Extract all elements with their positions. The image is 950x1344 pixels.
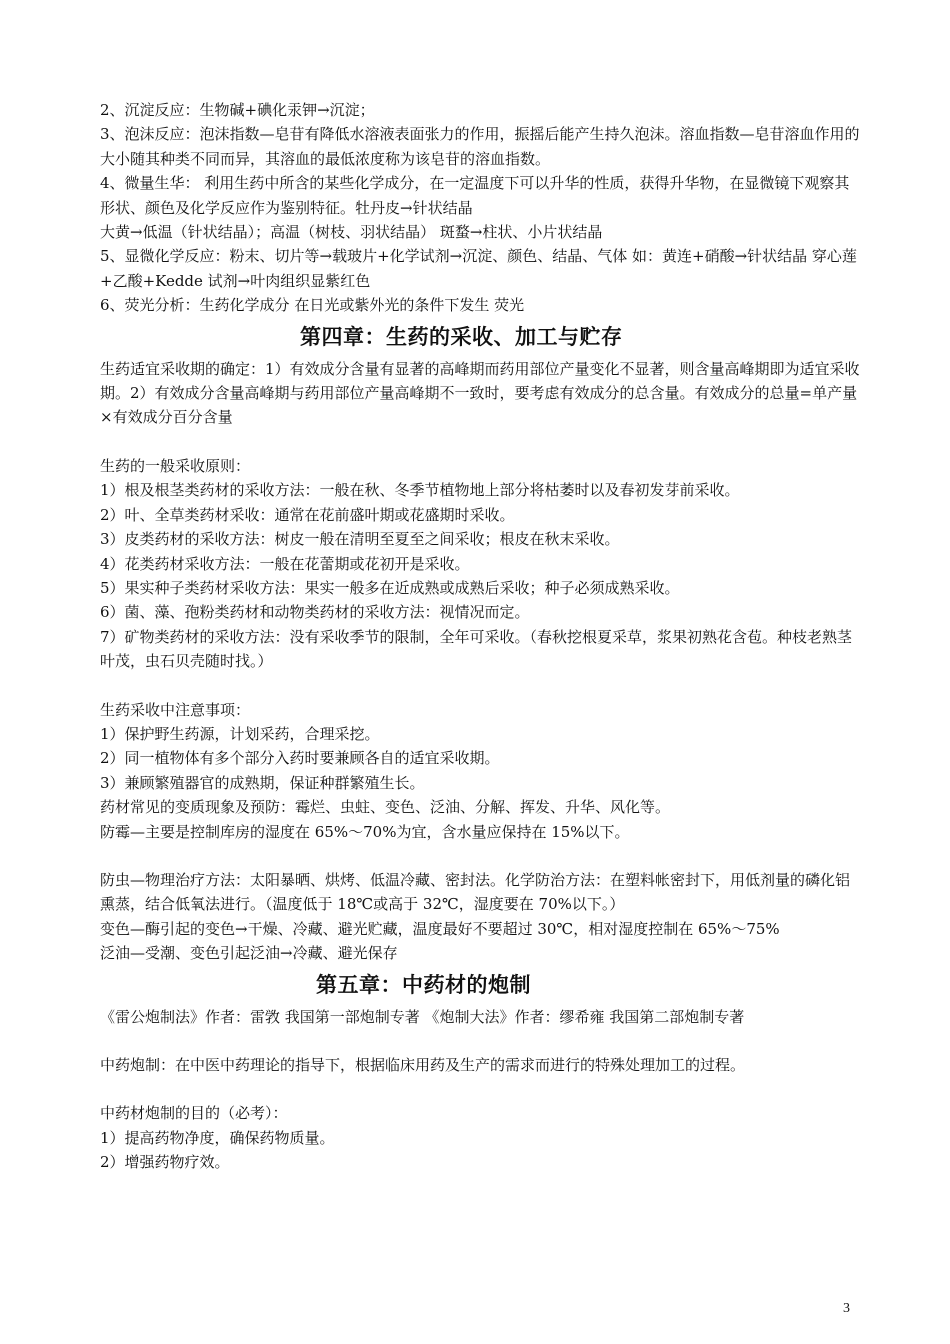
note-item: 1）保护野生药源，计划采药，合理采挖。 xyxy=(100,724,380,743)
purpose-heading: 中药材炮制的目的（必考）： xyxy=(100,1104,288,1123)
storage-line: 泛油—受潮、变色引起泛油→冷藏、避光保存 xyxy=(100,944,398,963)
spacer xyxy=(100,430,860,454)
principle-item: 6）菌、藻、孢粉类药材和动物类药材的采收方法：视情况而定。 xyxy=(100,603,530,622)
spacer xyxy=(100,674,860,698)
spacer xyxy=(100,844,860,868)
spacer xyxy=(100,1077,860,1101)
intro-line-4: 大黄→低温（针状结晶）；高温（树枝、羽状结晶） 斑蝥→柱状、小片状结晶 xyxy=(100,223,603,242)
page-number: 3 xyxy=(843,1301,850,1316)
note-item: 药材常见的变质现象及预防：霉烂、虫蛀、变色、泛油、分解、挥发、升华、风化等。 xyxy=(100,798,671,817)
principle-item: 7）矿物类药材的采收方法：没有采收季节的限制，全年可采收。（春秋挖根夏采草，浆果初熟花含苞。种枝老熟茎叶茂，虫石贝壳随时找。） xyxy=(100,627,853,671)
principle-item: 3）皮类药材的采收方法：树皮一般在清明至夏至之间采收；根皮在秋末采收。 xyxy=(100,530,620,549)
processing-definition: 中药炮制：在中医中药理论的指导下，根据临床用药及生产的需求而进行的特殊处理加工的过程。 xyxy=(100,1056,746,1074)
storage-line: 变色—酶引起的变色→干燥、冷藏、避光贮藏，温度最好不要超过 30℃，相对湿度控制在 65%～75% xyxy=(100,919,780,938)
purpose-item: 2）增强药物疗效。 xyxy=(100,1153,230,1172)
intro-line-3: 4、微量生华： 利用生药中所含的某些化学成分，在一定温度下可以升华的性质，获得升华物，在显微镜下观察其形状、颜色及化学反应作为鉴别特征。牡丹皮→针状结晶 xyxy=(100,174,850,217)
principles-heading: 生药的一般采收原则： xyxy=(100,456,251,475)
purpose-item: 1）提高药物净度，确保药物质量。 xyxy=(100,1128,335,1147)
intro-line-6: 6、荧光分析：生药化学成分 在日光或紫外光的条件下发生 荧光 xyxy=(100,296,525,315)
document-page xyxy=(100,98,860,1175)
chapter-4-title: 第四章：生药的采收、加工与贮存 xyxy=(300,323,623,349)
note-item: 3）兼顾繁殖器官的成熟期，保证种群繁殖生长。 xyxy=(100,773,425,792)
intro-line-5: 5、显微化学反应：粉末、切片等→载玻片+化学试剂→沉淀、颜色、结晶、气体 如：黄连+硝酸→针状结晶 穿心莲+乙酸+Kedde 试剂→叶肉组织显紫红色 xyxy=(100,247,857,290)
note-item: 2）同一植物体有多个部分入药时要兼顾各自的适宜采收期。 xyxy=(100,749,500,768)
principle-item: 1）根及根茎类药材的采收方法：一般在秋、冬季节植物地上部分将枯萎时以及春初发芽前采收。 xyxy=(100,481,740,500)
intro-line-1: 2、沉淀反应：生物碱+碘化汞钾→沉淀； xyxy=(100,101,375,119)
principle-item: 2）叶、全草类药材采收：通常在花前盛叶期或花盛期时采收。 xyxy=(100,505,515,524)
note-item: 防霉—主要是控制库房的湿度在 65%～70%为宜，含水量应保持在 15%以下。 xyxy=(100,822,630,841)
intro-line-2: 3、泡沫反应：泡沫指数—皂苷有降低水溶液表面张力的作用，振摇后能产生持久泡沫。溶血指数—皂苷溶血作用的大小随其种类不同而异，其溶血的最低浓度称为该皂苷的溶血指数。 xyxy=(100,125,860,168)
notes-heading: 生药采收中注意事项： xyxy=(100,700,251,719)
principle-item: 4）花类药材采收方法：一般在花蕾期或花初开是采收。 xyxy=(100,554,470,573)
storage-line: 防虫—物理治疗方法：太阳暴晒、烘烤、低温冷藏、密封法。化学防治方法：在塑料帐密封下，用低剂量的磷化铝熏蒸，结合低氧法进行。（温度低于 18℃或高于 32℃，湿度要在 70%以下。） xyxy=(100,870,851,914)
spacer xyxy=(100,1029,860,1053)
principle-item: 5）果实种子类药材采收方法：果实一般多在近成熟或成熟后采收；种子必须成熟采收。 xyxy=(100,578,680,597)
processing-references: 《雷公炮制法》作者：雷敩 我国第一部炮制专著 《炮制大法》作者：缪希雍 我国第二部炮制专著 xyxy=(100,1007,745,1026)
harvest-period-paragraph: 生药适宜采收期的确定：1）有效成分含量有显著的高峰期而药用部位产量变化不显著，则含量高峰期即为适宜采收期。2）有效成分含量高峰期与药用部位产量高峰期不一致时，要考虑有效成分的总含量。有效成分的总量=单产量×有效成分百分含量 xyxy=(100,359,860,427)
chapter-5-title: 第五章：中药材的炮制 xyxy=(316,971,531,997)
